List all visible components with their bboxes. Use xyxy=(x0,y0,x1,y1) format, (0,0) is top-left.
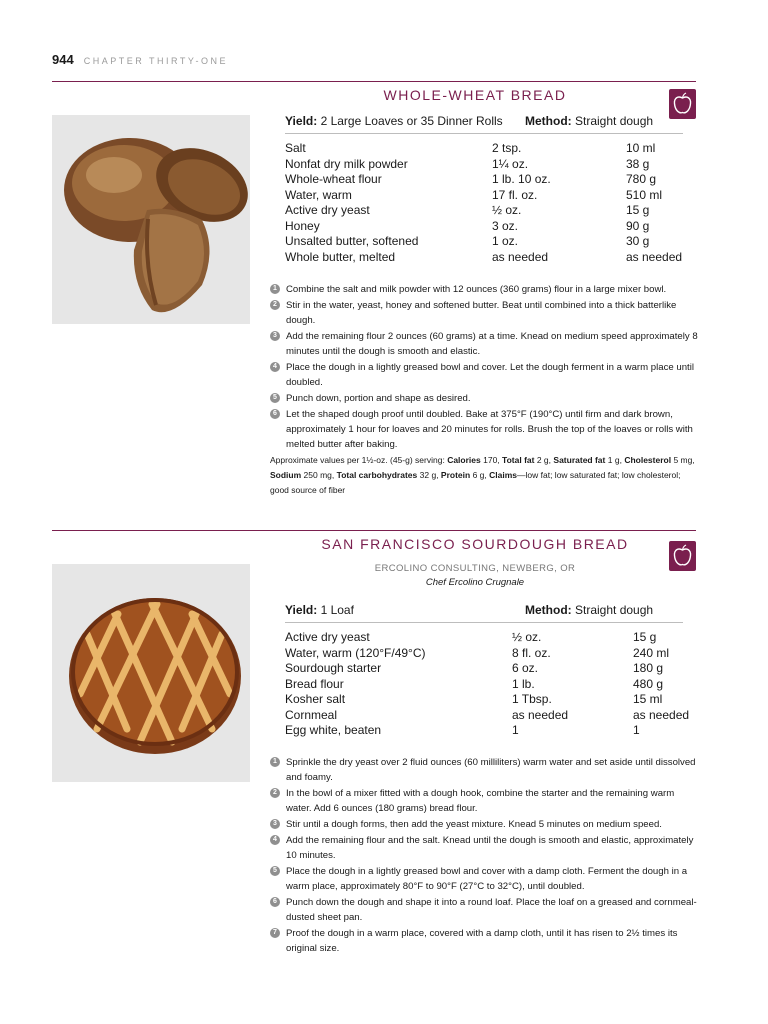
ingredient-row xyxy=(285,630,703,646)
step-text: Stir in the water, yeast, honey and softened butter. Beat until combined into a thick batterlike dough. xyxy=(286,300,677,326)
yield: Yield: 2 Large Loaves or 35 Dinner Rolls xyxy=(285,114,503,128)
method-step xyxy=(270,817,698,832)
sourdough-bread-photo xyxy=(52,564,250,782)
ingredient-metric-measure: 510 ml xyxy=(626,187,663,202)
recipe1-yield-rule xyxy=(285,133,683,134)
step-text: Punch down the dough and shape it into a round loaf. Place the loaf on a greased and cornmeal-dusted sheet pan. xyxy=(286,897,697,923)
method-step xyxy=(270,926,698,956)
ingredient-us-measure: 1 xyxy=(512,723,519,737)
step-number-icon: 4 xyxy=(270,835,280,845)
ingredient-row xyxy=(285,172,696,188)
source-organization: ERCOLINO CONSULTING, NEWBERG, OR xyxy=(374,563,576,574)
ingredient-row xyxy=(285,250,696,266)
ingredient-row xyxy=(285,677,703,693)
step-text: In the bowl of a mixer fitted with a dough hook, combine the starter and the remaining warm water. Add 6 ounces (180 grams) bread flour. xyxy=(286,788,675,814)
step-number-icon: 1 xyxy=(270,757,280,767)
step-number-icon: 7 xyxy=(270,928,280,938)
ingredient-name: Egg white, beaten xyxy=(285,723,382,737)
ingredient-us-measure: as needed xyxy=(492,249,549,264)
recipe1-title: WHOLE-WHEAT BREAD xyxy=(383,87,567,103)
ingredient-us-measure: ½ oz. xyxy=(492,203,522,217)
ingredient-us-measure: 1 lb. xyxy=(512,676,535,691)
ingredient-metric-measure: 90 g xyxy=(626,218,650,233)
ingredient-us-measure: 1 Tbsp. xyxy=(512,692,552,706)
ingredient-metric-measure: 15 g xyxy=(626,203,650,217)
ingredient-name: Salt xyxy=(285,141,306,155)
method-step xyxy=(270,786,698,816)
ingredient-row xyxy=(285,188,696,204)
ingredient-metric-measure: 240 ml xyxy=(633,645,670,660)
ingredient-us-measure: 1 lb. 10 oz. xyxy=(492,172,551,186)
recipe2-source xyxy=(270,563,680,588)
recipe1-nutrition: Approximate values per 1½-oz. (45-g) serving: Calories 170, Total fat 2 g, Saturated fat 1 g, Cholesterol 5 mg, Sodium 250 mg, Total carbohydrates 32 g, Protein 6 g, Claims—low fat; low saturated fat; low cholesterol; good source of fiber xyxy=(270,455,695,495)
ingredient-metric-measure: 10 ml xyxy=(626,141,656,155)
method-step xyxy=(270,407,698,452)
ingredient-us-measure: as needed xyxy=(512,707,569,722)
method: Method: Straight dough xyxy=(525,114,654,128)
ingredient-name: Nonfat dry milk powder xyxy=(285,156,408,171)
ingredient-row xyxy=(285,723,703,739)
step-number-icon: 6 xyxy=(270,897,280,907)
page-header xyxy=(52,52,228,67)
recipe2-yield-rule xyxy=(285,622,683,623)
ingredient-name: Water, warm (120°F/49°C) xyxy=(285,645,426,660)
step-number-icon: 2 xyxy=(270,300,280,310)
ingredient-metric-measure: 480 g xyxy=(633,676,664,691)
recipe1-steps xyxy=(270,282,698,453)
ingredient-metric-measure: 180 g xyxy=(633,661,664,675)
ingredient-us-measure: ½ oz. xyxy=(512,630,542,644)
ingredient-row xyxy=(285,646,703,662)
step-text: Place the dough in a lightly greased bowl and cover with a damp cloth. Ferment the dough in a warm place, approximately 80°F to 90°F (27°C to 32°C), until doubled. xyxy=(286,866,688,892)
ingredient-name: Whole butter, melted xyxy=(285,249,396,264)
recipe1-yield-method xyxy=(285,114,680,128)
ingredient-row xyxy=(285,708,703,724)
step-text: Add the remaining flour 2 ounces (60 grams) at a time. Knead on medium speed approximately 8 minutes until the dough is smooth and elastic. xyxy=(286,331,698,357)
ingredient-row xyxy=(285,219,696,235)
recipe1-ingredient-table xyxy=(285,141,696,265)
step-number-icon: 5 xyxy=(270,393,280,403)
step-text: Proof the dough in a warm place, covered with a damp cloth, until it has risen to 2½ times its original size. xyxy=(286,928,678,954)
recipe2-top-rule xyxy=(52,530,696,531)
step-number-icon: 5 xyxy=(270,866,280,876)
step-number-icon: 6 xyxy=(270,409,280,419)
ingredient-name: Sourdough starter xyxy=(285,661,382,675)
ingredient-us-measure: 17 fl. oz. xyxy=(492,187,538,202)
chapter-label: CHAPTER THIRTY-ONE xyxy=(83,56,229,66)
step-text: Combine the salt and milk powder with 12 ounces (360 grams) flour in a large mixer bowl. xyxy=(286,284,667,295)
ingredient-row xyxy=(285,661,703,677)
step-number-icon: 3 xyxy=(270,331,280,341)
method-step xyxy=(270,391,698,406)
ingredient-us-measure: 1¼ oz. xyxy=(492,156,529,171)
ingredient-us-measure: 8 fl. oz. xyxy=(512,645,551,660)
ingredient-us-measure: 1 oz. xyxy=(492,234,519,248)
step-text: Sprinkle the dry yeast over 2 fluid ounces (60 milliliters) warm water and set aside until dissolved and foamy. xyxy=(286,757,696,783)
ingredient-name: Honey xyxy=(285,218,320,233)
ingredient-name: Active dry yeast xyxy=(285,203,370,217)
ingredient-row xyxy=(285,203,696,219)
ingredient-metric-measure: 30 g xyxy=(626,234,650,248)
step-number-icon: 2 xyxy=(270,788,280,798)
source-chef: Chef Ercolino Crugnale xyxy=(425,577,525,588)
ingredient-name: Bread flour xyxy=(285,676,344,691)
ingredient-row xyxy=(285,234,696,250)
ingredient-us-measure: 3 oz. xyxy=(492,218,519,233)
recipe1-top-rule xyxy=(52,81,696,82)
page-number: 944 xyxy=(52,52,74,67)
ingredient-row xyxy=(285,157,696,173)
step-text: Stir until a dough forms, then add the yeast mixture. Knead 5 minutes on medium speed. xyxy=(286,819,662,830)
step-text: Place the dough in a lightly greased bowl and cover. Let the dough ferment in a warm place until doubled. xyxy=(286,362,694,388)
method: Method: Straight dough xyxy=(525,603,654,617)
step-text: Punch down, portion and shape as desired. xyxy=(286,393,471,404)
recipe2-ingredient-table xyxy=(285,630,703,739)
step-text: Let the shaped dough proof until doubled. Bake at 375°F (190°C) until firm and dark brown, approximately 1 hour for loaves and 20 minutes for rolls. Brush the top of the loaves or rolls with melted butter after baking. xyxy=(286,409,693,450)
method-step xyxy=(270,298,698,328)
ingredient-name: Cornmeal xyxy=(285,707,338,722)
ingredient-metric-measure: 15 g xyxy=(633,630,657,644)
ingredient-name: Active dry yeast xyxy=(285,630,370,644)
ingredient-row xyxy=(285,141,696,157)
ingredient-name: Whole-wheat flour xyxy=(285,172,382,186)
ingredient-name: Water, warm xyxy=(285,187,352,202)
method-step xyxy=(270,282,698,297)
ingredient-metric-measure: 15 ml xyxy=(633,692,663,706)
ingredient-metric-measure: 38 g xyxy=(626,156,650,171)
step-number-icon: 4 xyxy=(270,362,280,372)
whole-wheat-bread-photo xyxy=(52,115,250,324)
recipe2-title: SAN FRANCISCO SOURDOUGH BREAD xyxy=(321,536,629,552)
step-number-icon: 1 xyxy=(270,284,280,294)
ingredient-row xyxy=(285,692,703,708)
method-step xyxy=(270,833,698,863)
recipe2-yield-method xyxy=(285,603,680,617)
method-step xyxy=(270,755,698,785)
ingredient-us-measure: 2 tsp. xyxy=(492,141,522,155)
method-step xyxy=(270,329,698,359)
method-step xyxy=(270,360,698,390)
step-text: Add the remaining flour and the salt. Knead until the dough is smooth and elastic, approximately 10 minutes. xyxy=(286,835,694,861)
method-step xyxy=(270,864,698,894)
ingredient-metric-measure: 780 g xyxy=(626,172,657,186)
yield: Yield: 1 Loaf xyxy=(285,603,354,617)
step-number-icon: 3 xyxy=(270,819,280,829)
method-step xyxy=(270,895,698,925)
ingredient-metric-measure: 1 xyxy=(633,723,640,737)
ingredient-name: Unsalted butter, softened xyxy=(285,234,419,248)
ingredient-metric-measure: as needed xyxy=(626,249,683,264)
ingredient-us-measure: 6 oz. xyxy=(512,661,539,675)
ingredient-name: Kosher salt xyxy=(285,692,346,706)
ingredient-metric-measure: as needed xyxy=(633,707,690,722)
recipe2-steps xyxy=(270,755,698,957)
